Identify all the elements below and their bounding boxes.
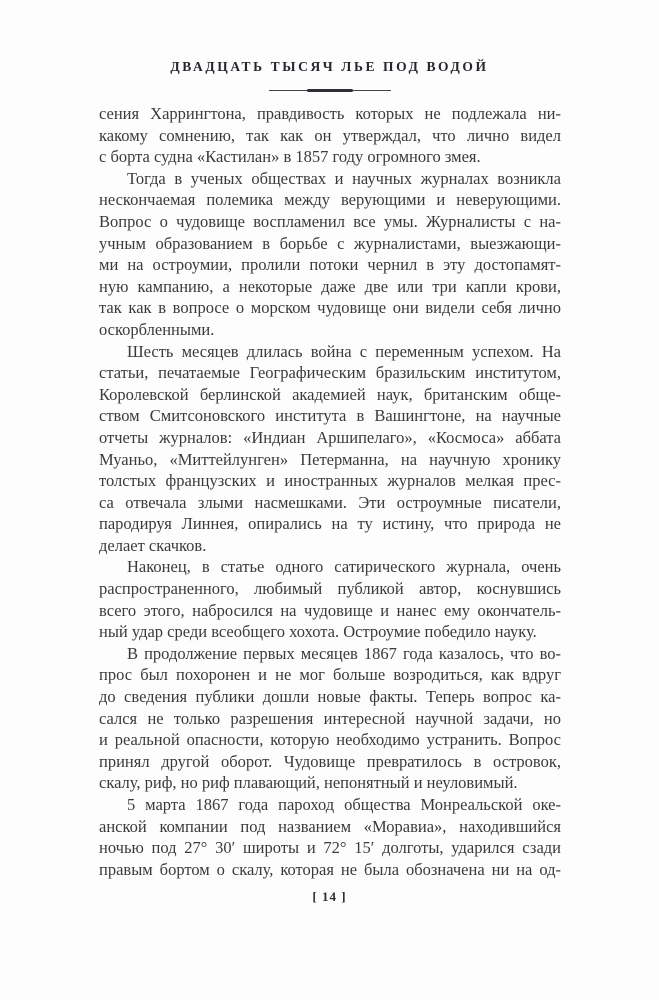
page-number: [ 14 ] (312, 889, 347, 904)
text-line: сения Харрингтона, правдивость которых не подлежала ни- (99, 104, 561, 123)
text-line: оскорбленными. (99, 319, 215, 339)
text-line: 5 марта 1867 года пароход общества Монреальской оке- (127, 795, 561, 814)
text-line: скалу, риф, но риф плавающий, непонятный и неуловимый. (99, 773, 518, 793)
text-line: учным образованием в борьбе с журналистами, выезжающи- (99, 233, 561, 253)
paragraph (99, 341, 561, 557)
text-line: всего этого, набросился на чудовище и нанес ему окончатель- (99, 600, 561, 620)
text-line: Шесть месяцев длилась война с переменным успехом. На (127, 341, 561, 361)
text-line: какому сомнению, так как он утверждал, что лично видел (99, 125, 561, 145)
text-line: с борта судна «Кастилан» в 1857 году огромного змея. (99, 147, 481, 167)
text-line: толстых французских и иностранных журналов мелкая прес- (99, 471, 561, 491)
text-line: нескончаемая полемика между верующими и неверующими. (99, 190, 561, 210)
text-line: статьи, печатаемые Географическим бразильским институтом, (99, 363, 561, 383)
text-line: Тогда в ученых обществах и научных журналах возникла (127, 168, 561, 188)
running-title: ДВАДЦАТЬ ТЫСЯЧ ЛЬЕ ПОД ВОДОЙ (170, 59, 489, 74)
paragraph (99, 103, 561, 168)
body-text (99, 103, 561, 880)
text-line: Вопрос о чудовище воспламенил все умы. Журналисты с на- (99, 211, 561, 231)
text-line: прос был похоронен и не мог больше возродиться, как вдруг (99, 665, 561, 685)
text-line: ночью под 27° 30′ широты и 72° 15′ долготы, ударился сзади (99, 838, 561, 858)
text-line: пародируя Линнея, опирались на ту истину, что природа не (99, 514, 561, 534)
paragraph (99, 168, 561, 341)
text-line: са отвечала злыми насмешками. Эти остроумные писатели, (99, 492, 561, 512)
text-line: ством Смитсоновского института в Вашингтоне, на научные (99, 406, 561, 426)
text-line: и реальной опасности, которую необходимо устранить. Вопрос (99, 730, 561, 750)
text-line: ную кампанию, а некоторые даже две или три капли крови, (99, 276, 561, 296)
paragraph (99, 556, 561, 642)
text-line: распространенного, любимый публикой автор, коснувшись (99, 579, 561, 599)
text-line: до сведения публики дошли новые факты. Теперь вопрос ка- (99, 687, 561, 707)
text-line: Муаньо, «Миттейлунген» Петерманна, на научную хронику (99, 449, 561, 469)
header-divider (269, 89, 391, 92)
text-line: В продолжение первых месяцев 1867 года казалось, что во- (127, 643, 561, 663)
text-line: сался не только разрешения интересной научной задачи, но (99, 708, 561, 728)
text-line: ми на остроумии, пролили потоки чернил в эту достопамят- (99, 255, 561, 275)
text-line: Королевской берлинской академией наук, британским обще- (99, 384, 561, 404)
text-line: принял другой оборот. Чудовище превратилось в островок, (99, 751, 561, 771)
text-line: делает скачков. (99, 535, 207, 555)
text-line: анской компании под названием «Моравиа», находившийся (99, 816, 561, 836)
text-line: ный удар среди всеобщего хохота. Остроумие победило науку. (99, 622, 537, 642)
paragraph (99, 643, 561, 794)
text-line: правым бортом о скалу, которая не была обозначена ни на од- (99, 859, 561, 879)
divider-thick-rule (307, 89, 353, 92)
paragraph (99, 794, 561, 880)
text-line: Наконец, в статье одного сатирического журнала, очень (127, 557, 561, 577)
text-line: отчеты журналов: «Индиан Аршипелаго», «Космоса» аббата (99, 427, 561, 447)
text-line: так как в вопросе о морском чудовище они видели себя лично (99, 298, 561, 318)
